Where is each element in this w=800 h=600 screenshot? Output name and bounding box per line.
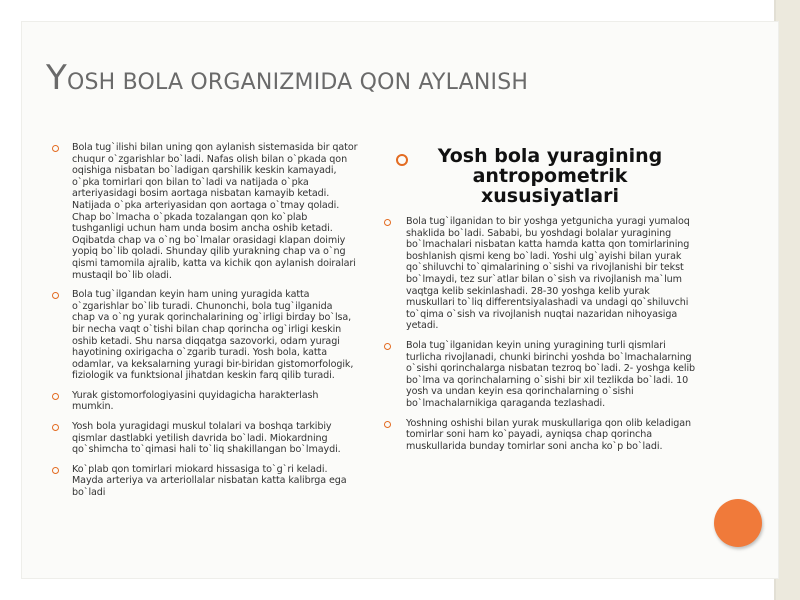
title-rest: OSH BOLA ORGANIZMIDA QON AYLANISH bbox=[66, 70, 529, 95]
bullet-ring-icon bbox=[52, 424, 59, 431]
bullet-ring-icon bbox=[396, 154, 408, 166]
right-bullet-item bbox=[384, 418, 696, 453]
bullet-ring-icon bbox=[52, 467, 59, 474]
bullet-ring-icon bbox=[52, 393, 59, 400]
right-paragraph-1: Bola tug`ilganidan to bir yoshga yetgunicha yuragi yumaloq shaklida bo`ladi. Sababi, bu yoshdagi bolalar yuragining bo`lmachalari nisbatan katta hamda katta qon tomirlarining boshlanish qismi keng bo`ladi. Yoshi ulg`ayishi bilan yurak qo`shiluvchi to`qimalarining o`sishi va rivojlanishi bir tekst bo`lmaydi, tez sur`atlar bilan o`sish va rivojlanish ma`lum vaqtga kelib sekinlashadi. 28-30 yoshga kelib yurak muskullari to`liq differentsiyalashadi va undagi qo`shiluvchi to`qima o`sish va rivojlanish nuqtai nazaridan nihoyasiga yetadi. bbox=[406, 216, 690, 332]
left-paragraph-2: Bola tug`ilgandan keyin ham uning yuragida katta o`zgarishlar bo`lib turadi. Chunonchi, bola tug`ilganida chap va o`ng yurak qorinchalarining og`irligi birday bo`lsa, bir necha vaqt o`tishi bilan chap qorincha og`irligi keskin oshib ketadi. Shu narsa diqqatga sazovorki, odam yuragi hayotining oxirigacha o`zgarib turadi. Yosh bola, katta odamlar, va keksalarning yuragi bir-biridan gistomorfologik, fiziologik va funktsional jihatdan keskin farq qilib turadi. bbox=[72, 289, 354, 382]
right-heading-item bbox=[384, 146, 696, 206]
right-paragraph-3: Yoshning oshishi bilan yurak muskullariga qon olib keladigan tomirlar soni ham ko`payadi, ayniqsa chap qorincha muskullarida bunday tomirlar soni ancha ko`p bo`ladi. bbox=[406, 417, 692, 452]
right-heading: Yosh bola yuragining antropometrik xususiyatlari bbox=[437, 145, 663, 207]
left-paragraph-5: Ko`plab qon tomirlari miokard hissasiga to`g`ri keladi. Mayda arteriya va arteriollalar nisbatan katta kalibrga ega bo`ladi bbox=[72, 463, 347, 499]
bullet-ring-icon bbox=[384, 421, 391, 428]
left-bullet-item bbox=[52, 464, 358, 499]
title-first-letter: Y bbox=[46, 58, 67, 98]
left-bullet-item bbox=[52, 142, 358, 281]
slide-title bbox=[46, 58, 746, 99]
slide-right-border bbox=[776, 0, 800, 600]
bullet-ring-icon bbox=[384, 343, 391, 350]
bullet-ring-icon bbox=[52, 145, 59, 152]
right-bullet-item bbox=[384, 216, 696, 332]
left-paragraph-3: Yurak gistomorfologiyasini quyidagicha harakterlash mumkin. bbox=[72, 389, 319, 413]
left-column bbox=[52, 142, 358, 507]
left-paragraph-1: Bola tug`ilishi bilan uning qon aylanish sistemasida bir qator chuqur o`zgarishlar bo`ladi. Nafas olish bilan o`pkada qon oqishiga nisbatan bo`ladigan qarshilik keskin kamayadi, o`pka tomirlari qon bilan to`ladi va natijada o`pka arteriyasidagi bosim aortaga nisbatan kamayib ketadi. Natijada o`pka arteriyasidan qon aortaga o`tmay qoladi. Chap bo`lmacha o`pkada tozalangan qon ko`plab tushganligi uchun ham unda bosim ancha oshib ketadi. Oqibatda chap va o`ng bo`lmalar orasidagi klapan doimiy yopiq bo`lib qoladi. Shunday qilib yurakning chap va o`ng qismi tamomila ajralib, katta va kichik qon aylanish doiralari mustaqil bo`lib oladi. bbox=[72, 142, 358, 281]
bullet-ring-icon bbox=[384, 219, 391, 226]
left-bullet-item bbox=[52, 421, 358, 456]
right-bullet-item bbox=[384, 340, 696, 410]
left-bullet-item bbox=[52, 390, 358, 413]
right-column bbox=[384, 146, 696, 460]
left-bullet-item bbox=[52, 289, 358, 382]
right-paragraph-2: Bola tug`ilganidan keyin uning yuragining turli qismlari turlicha rivojlanadi, chunki birinchi yoshda bo`lmachalarning o`sishi qorinchalarga nisbatan tezroq bo`ladi. 2- yoshga kelib bo`lma va qorinchalarning o`sishi bir xil tezlikda bo`ladi. 10 yosh va undan keyin esa qorinchalarning o`sishi bo`lmachalarnikiga qaraganda tezlashadi. bbox=[406, 339, 696, 409]
bullet-ring-icon bbox=[52, 292, 59, 299]
left-paragraph-4: Yosh bola yuragidagi muskul tolalari va boshqa tarkibiy qismlar dastlabki yetilish davrida bo`ladi. Miokardning qo`shimcha to`qimasi hali to`liq shakillangan bo`lmaydi. bbox=[72, 421, 341, 456]
decorative-orange-circle bbox=[714, 499, 762, 547]
